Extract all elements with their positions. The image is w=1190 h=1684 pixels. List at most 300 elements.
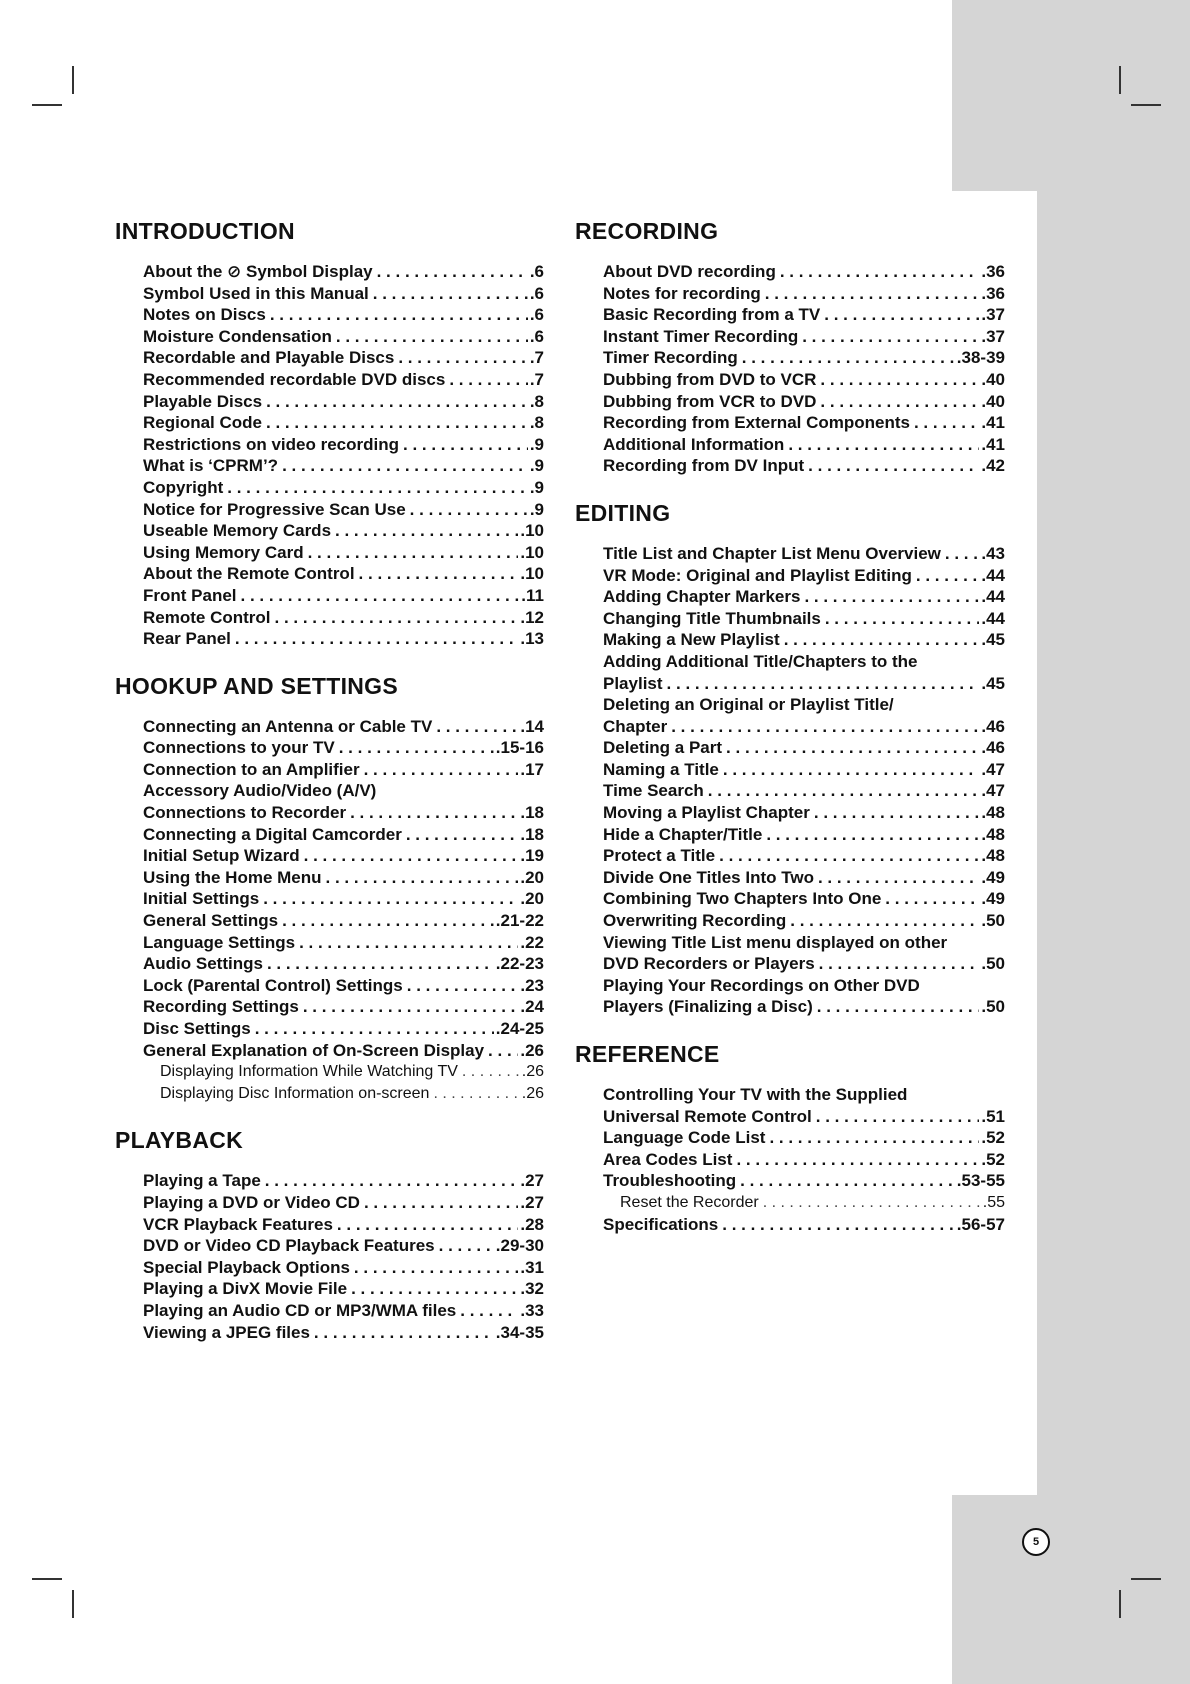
toc-entry xyxy=(143,499,544,521)
toc-entry-title: Playing Your Recordings on Other DVD xyxy=(603,975,920,995)
dot-leader xyxy=(812,1106,980,1128)
toc-entry xyxy=(143,391,544,413)
toc-entry-title: Recording from External Components xyxy=(603,413,910,433)
toc-entry-title: Playing a Tape xyxy=(143,1171,261,1191)
toc-entry xyxy=(143,261,544,283)
toc-entry-title: Hide a Chapter/Title xyxy=(603,824,763,844)
dot-leader xyxy=(814,867,979,889)
page-number: 5 xyxy=(1022,1528,1050,1556)
toc-entry-title: Connections to Recorder xyxy=(143,803,347,823)
toc-entry-title: Recommended recordable DVD discs xyxy=(143,369,446,389)
toc-subentry xyxy=(143,1083,544,1105)
toc-entry xyxy=(603,673,1005,695)
toc-entry-title: Moving a Playlist Chapter xyxy=(603,803,810,823)
toc-entry-title: About the Remote Control xyxy=(143,564,355,584)
toc-entry-page: .6 xyxy=(529,283,544,303)
toc-entry xyxy=(603,543,1005,565)
dot-leader xyxy=(223,477,528,499)
toc-entry-title: VR Mode: Original and Playlist Editing xyxy=(603,565,912,585)
toc-entry-title: Playing an Audio CD or MP3/WMA files xyxy=(143,1300,457,1320)
toc-entry xyxy=(143,975,544,997)
dot-leader xyxy=(663,673,980,695)
toc-entry-page: .56-57 xyxy=(956,1214,1005,1234)
dot-leader xyxy=(732,1149,979,1171)
crop-mark xyxy=(1119,1590,1121,1618)
toc-entry-title: Displaying Disc Information on-screen xyxy=(160,1084,430,1102)
dot-leader xyxy=(941,543,979,565)
crop-mark xyxy=(32,1578,62,1580)
toc-entry xyxy=(143,563,544,585)
toc-entry-page: .12 xyxy=(520,607,544,627)
dot-leader xyxy=(355,563,519,585)
toc-entry-title: Audio Settings xyxy=(143,954,263,974)
section-heading: INTRODUCTION xyxy=(115,218,295,244)
toc-entry-title: Disc Settings xyxy=(143,1019,251,1038)
toc-entry xyxy=(603,975,1005,997)
toc-entry-title: Regional Code xyxy=(143,413,263,433)
dot-leader xyxy=(810,802,979,824)
toc-entry-page: .52 xyxy=(981,1149,1005,1169)
toc-entry-title: Divide One Titles Into Two xyxy=(603,867,814,887)
dot-leader xyxy=(304,542,519,564)
crop-mark xyxy=(72,66,74,94)
dot-leader xyxy=(738,347,955,369)
toc-entry-title: What is ‘CPRM’? xyxy=(143,456,279,476)
toc-entry xyxy=(603,932,1005,954)
toc-entry-page: .34-35 xyxy=(495,1322,544,1342)
toc-entry xyxy=(603,434,1005,456)
toc-section-introduction xyxy=(115,217,544,650)
toc-entry xyxy=(603,326,1005,348)
toc-entry-page: .47 xyxy=(981,759,1005,779)
toc-entry-page: .48 xyxy=(981,824,1005,844)
toc-entry-title: Connecting a Digital Camcorder xyxy=(143,824,402,844)
toc-entry xyxy=(143,996,544,1018)
toc-entry-title: Connection to an Amplifier xyxy=(143,759,360,779)
toc-entry-page: .41 xyxy=(981,434,1005,454)
toc-entry-title: Players (Finalizing a Disc) xyxy=(603,997,813,1017)
toc-entry-page: .29-30 xyxy=(495,1236,544,1256)
dot-leader xyxy=(718,1214,955,1236)
dot-leader xyxy=(399,434,528,456)
toc-entry xyxy=(603,694,1005,716)
toc-entry-title: Using the Home Menu xyxy=(143,867,322,887)
section-heading: EDITING xyxy=(575,499,671,526)
dot-leader xyxy=(816,369,979,391)
toc-entry-page: .55 xyxy=(982,1193,1005,1211)
toc-entry xyxy=(603,304,1005,326)
toc-entry-title: Using Memory Card xyxy=(143,542,304,562)
toc-entry-page: .36 xyxy=(981,262,1005,281)
toc-entry-title: Overwriting Recording xyxy=(603,911,787,931)
toc-entry xyxy=(603,629,1005,651)
toc-entry-page: .9 xyxy=(529,477,544,497)
toc-entry xyxy=(603,867,1005,889)
dot-leader xyxy=(310,1322,494,1344)
dot-leader xyxy=(332,326,528,348)
toc-entry-page: .23 xyxy=(520,975,544,995)
toc-entry-page: .27 xyxy=(520,1192,544,1212)
toc-entry-page: .26 xyxy=(521,1084,544,1102)
toc-entry xyxy=(143,1278,544,1300)
dot-leader xyxy=(816,391,979,413)
toc-entry xyxy=(603,261,1005,283)
toc-entry-page: .44 xyxy=(981,608,1005,628)
toc-entry xyxy=(143,1040,544,1062)
toc-entry-title: Playable Discs xyxy=(143,391,263,411)
dot-leader xyxy=(786,910,979,932)
dot-leader xyxy=(347,1278,518,1300)
toc-entry-title: Recording Settings xyxy=(143,997,299,1017)
dot-leader xyxy=(335,737,494,759)
toc-entry-page: .36 xyxy=(981,283,1005,303)
toc-entry-page: .44 xyxy=(981,565,1005,585)
toc-section-recording xyxy=(575,217,1005,477)
toc-entry-title: Viewing a JPEG files xyxy=(143,1322,310,1342)
toc-entry xyxy=(603,412,1005,434)
toc-entry-title: Adding Additional Title/Chapters to the xyxy=(603,651,918,671)
toc-entry-page: .6 xyxy=(529,262,544,281)
dot-leader xyxy=(278,910,494,932)
toc-entry-title: Recordable and Playable Discs xyxy=(143,348,395,368)
toc-entry-title: Playing a DivX Movie File xyxy=(143,1279,348,1299)
toc-entry-page: .43 xyxy=(981,543,1005,563)
crop-mark xyxy=(72,1590,74,1618)
toc-entry xyxy=(143,759,544,781)
toc-entry xyxy=(143,1300,544,1322)
dot-leader xyxy=(765,1127,979,1149)
toc-entry-page: .11 xyxy=(521,585,544,605)
dot-leader xyxy=(369,283,528,305)
toc-entry-title: Connections to your TV xyxy=(143,738,335,758)
toc-entry-page: .10 xyxy=(520,542,544,562)
toc-subentry xyxy=(603,1192,1005,1214)
toc-entry xyxy=(143,953,544,975)
toc-entry-title: Language Code List xyxy=(603,1128,766,1148)
toc-entry-title: Copyright xyxy=(143,477,224,497)
toc-entry-page: .19 xyxy=(520,846,544,866)
toc-entry xyxy=(143,780,544,802)
dot-leader xyxy=(821,608,980,630)
toc-entry-list xyxy=(143,1170,544,1343)
toc-entry-title: Adding Chapter Markers xyxy=(603,587,801,607)
toc-entry xyxy=(143,434,544,456)
dot-leader xyxy=(736,1170,955,1192)
toc-entry-page: .40 xyxy=(981,391,1005,411)
toc-entry-page: .24 xyxy=(520,997,544,1017)
toc-entry-title: Deleting a Part xyxy=(603,738,723,758)
toc-entry xyxy=(143,304,544,326)
toc-entry-page: .9 xyxy=(529,456,544,476)
dot-leader xyxy=(394,347,527,369)
toc-entry-title: Playing a DVD or Video CD xyxy=(143,1192,360,1212)
dot-leader xyxy=(761,283,980,305)
section-heading: HOOKUP AND SETTINGS xyxy=(115,672,399,699)
dot-leader xyxy=(704,780,980,802)
dot-leader xyxy=(322,867,519,889)
toc-entry xyxy=(603,780,1005,802)
dot-leader xyxy=(776,261,980,283)
toc-entry xyxy=(143,628,544,650)
toc-entry-page: .9 xyxy=(529,499,544,519)
toc-subentry xyxy=(143,1061,544,1083)
toc-entry-title: Universal Remote Control xyxy=(603,1106,812,1126)
toc-entry-title: Notes for recording xyxy=(603,283,761,303)
toc-entry-page: .14 xyxy=(520,716,544,736)
dot-leader xyxy=(262,412,528,434)
toc-entry-list xyxy=(143,716,544,1105)
toc-entry-page: .22 xyxy=(520,932,544,952)
toc-entry-page: .18 xyxy=(520,824,544,844)
toc-entry-page: .28 xyxy=(520,1214,544,1234)
toc-entry-page: .15-16 xyxy=(495,738,544,758)
toc-entry-title: Connecting an Antenna or Cable TV xyxy=(143,716,433,736)
toc-entry-page: .27 xyxy=(520,1171,544,1191)
toc-entry-title: Naming a Title xyxy=(603,759,719,779)
toc-entry xyxy=(143,607,544,629)
dot-leader xyxy=(266,304,528,326)
dot-leader xyxy=(458,1061,520,1083)
toc-entry-page: .50 xyxy=(981,911,1005,931)
crop-mark xyxy=(1119,66,1121,94)
toc-entry xyxy=(143,737,544,759)
toc-entry-title: General Settings xyxy=(143,911,279,931)
toc-entry xyxy=(603,824,1005,846)
toc-entry-page: .46 xyxy=(981,738,1005,758)
toc-entry xyxy=(603,888,1005,910)
toc-entry-page: .20 xyxy=(520,889,544,909)
toc-entry xyxy=(603,1170,1005,1192)
toc-entry xyxy=(603,910,1005,932)
dot-leader xyxy=(722,737,979,759)
toc-entry-page: .20 xyxy=(520,867,544,887)
dot-leader xyxy=(278,455,528,477)
toc-entry xyxy=(603,802,1005,824)
dot-leader xyxy=(271,607,519,629)
toc-entry-title: Dubbing from DVD to VCR xyxy=(603,369,817,389)
dot-leader xyxy=(813,996,980,1018)
toc-entry xyxy=(603,608,1005,630)
toc-entry xyxy=(603,283,1005,305)
toc-entry-title: Combining Two Chapters Into One xyxy=(603,889,882,909)
toc-entry-title: Additional Information xyxy=(603,434,785,454)
toc-entry-title: Rear Panel xyxy=(143,629,231,649)
toc-entry-title: Dubbing from VCR to DVD xyxy=(603,391,817,411)
toc-entry xyxy=(143,1257,544,1279)
toc-entry xyxy=(143,1018,544,1040)
dot-leader xyxy=(804,455,979,477)
dot-leader xyxy=(815,953,980,975)
toc-entry-title: Reset the Recorder xyxy=(620,1193,759,1211)
toc-entry-page: .21-22 xyxy=(495,911,544,931)
dot-leader xyxy=(259,888,518,910)
toc-entry-page: .49 xyxy=(981,889,1005,909)
toc-entry xyxy=(143,455,544,477)
toc-entry-page: .45 xyxy=(981,630,1005,650)
toc-entry xyxy=(143,845,544,867)
dot-leader xyxy=(910,412,979,434)
toc-right-column xyxy=(575,217,1005,1257)
dot-leader xyxy=(360,1192,518,1214)
toc-entry-title: Lock (Parental Control) Settings xyxy=(143,975,403,995)
toc-entry-title: Basic Recording from a TV xyxy=(603,305,821,325)
toc-entry-title: Timer Recording xyxy=(603,348,738,368)
dot-leader xyxy=(295,932,518,954)
toc-entry-page: .26 xyxy=(520,1040,544,1060)
dot-leader xyxy=(373,261,528,283)
toc-entry-page: .49 xyxy=(981,867,1005,887)
toc-entry xyxy=(143,1192,544,1214)
dot-leader xyxy=(350,1257,518,1279)
toc-entry xyxy=(143,716,544,738)
toc-entry xyxy=(603,586,1005,608)
toc-entry xyxy=(603,1149,1005,1171)
toc-entry-title: Language Settings xyxy=(143,932,296,952)
toc-entry xyxy=(603,1127,1005,1149)
toc-entry-title: Title List and Chapter List Menu Overview xyxy=(603,543,941,563)
dot-leader xyxy=(263,953,494,975)
dot-leader xyxy=(715,845,979,867)
dot-leader xyxy=(445,369,527,391)
toc-entry xyxy=(603,716,1005,738)
toc-entry-page: .7 xyxy=(529,369,544,389)
dot-leader xyxy=(231,628,518,650)
toc-entry-title: Protect a Title xyxy=(603,846,716,866)
toc-entry-page: .6 xyxy=(529,326,544,346)
toc-entry xyxy=(603,1106,1005,1128)
dot-leader xyxy=(251,1018,494,1040)
toc-entry-page: .47 xyxy=(981,781,1005,801)
toc-entry-title: Initial Setup Wizard xyxy=(143,846,300,866)
toc-entry xyxy=(603,1214,1005,1236)
toc-entry xyxy=(603,369,1005,391)
toc-entry-page: .37 xyxy=(981,326,1005,346)
crop-mark xyxy=(32,104,62,106)
toc-entry-page: .26 xyxy=(521,1063,544,1081)
toc-entry-title: Displaying Information While Watching TV xyxy=(160,1063,458,1081)
toc-entry xyxy=(143,1170,544,1192)
toc-entry-page: .37 xyxy=(981,305,1005,325)
toc-entry xyxy=(603,565,1005,587)
dot-leader xyxy=(759,1192,981,1214)
dot-leader xyxy=(881,888,979,910)
toc-entry-page: .52 xyxy=(981,1128,1005,1148)
toc-section-reference xyxy=(575,1040,1005,1235)
toc-entry xyxy=(603,996,1005,1018)
toc-entry-page: .7 xyxy=(529,348,544,368)
toc-entry-title: VCR Playback Features xyxy=(143,1214,333,1234)
toc-entry-title: Restrictions on video recording xyxy=(143,434,399,454)
toc-entry-page: .10 xyxy=(520,521,544,541)
dot-leader xyxy=(299,996,519,1018)
toc-entry-title: Accessory Audio/Video (A/V) xyxy=(143,781,377,801)
toc-entry-page: .41 xyxy=(981,413,1005,433)
toc-entry-title: Notes on Discs xyxy=(143,305,266,325)
toc-entry-title: Area Codes List xyxy=(603,1149,733,1169)
toc-entry-page: .50 xyxy=(981,997,1005,1017)
section-heading: RECORDING xyxy=(575,218,719,244)
toc-entry-title: DVD or Video CD Playback Features xyxy=(143,1236,435,1256)
toc-entry xyxy=(143,802,544,824)
toc-entry xyxy=(603,651,1005,673)
dot-leader xyxy=(762,824,979,846)
toc-entry-page: .32 xyxy=(520,1279,544,1299)
dot-leader xyxy=(237,585,520,607)
toc-entry-title: Controlling Your TV with the Supplied xyxy=(603,1085,908,1104)
toc-entry-page: .24-25 xyxy=(495,1019,544,1038)
toc-entry-title: DVD Recorders or Players xyxy=(603,954,815,974)
toc-entry-page: .42 xyxy=(981,456,1005,476)
toc-entry-page: .53-55 xyxy=(956,1171,1005,1191)
toc-entry-title: Moisture Condensation xyxy=(143,326,332,346)
dot-leader xyxy=(346,802,518,824)
toc-entry-title: Time Search xyxy=(603,781,704,801)
toc-entry xyxy=(143,326,544,348)
toc-entry xyxy=(143,412,544,434)
toc-entry xyxy=(143,477,544,499)
toc-entry xyxy=(143,1235,544,1257)
toc-entry-page: .48 xyxy=(981,803,1005,823)
dot-leader xyxy=(784,434,979,456)
crop-mark xyxy=(1131,1578,1161,1580)
toc-entry-page: .46 xyxy=(981,716,1005,736)
toc-entry-list xyxy=(143,261,544,650)
toc-entry-title: General Explanation of On-Screen Display xyxy=(143,1040,485,1060)
dot-leader xyxy=(820,304,979,326)
toc-entry-title: Front Panel xyxy=(143,585,237,605)
dot-leader xyxy=(333,1214,518,1236)
dot-leader xyxy=(798,326,979,348)
toc-entry-list xyxy=(603,261,1005,477)
toc-entry xyxy=(143,1322,544,1344)
toc-entry-page: .33 xyxy=(520,1300,544,1320)
toc-entry-page: .8 xyxy=(529,413,544,433)
toc-entry xyxy=(603,455,1005,477)
toc-entry xyxy=(603,391,1005,413)
toc-entry-page: .50 xyxy=(981,954,1005,974)
toc-entry xyxy=(603,737,1005,759)
dot-leader xyxy=(484,1040,518,1062)
toc-entry xyxy=(143,585,544,607)
toc-entry xyxy=(143,932,544,954)
dot-leader xyxy=(262,391,528,413)
toc-entry-title: Useable Memory Cards xyxy=(143,521,332,541)
dot-leader xyxy=(719,759,979,781)
toc-entry-title: About the ⊘ Symbol Display xyxy=(143,262,373,281)
dot-leader xyxy=(300,845,519,867)
toc-entry-page: .6 xyxy=(529,305,544,325)
dot-leader xyxy=(667,716,979,738)
toc-entry xyxy=(143,888,544,910)
toc-entry-page: .45 xyxy=(981,673,1005,693)
toc-entry-title: Initial Settings xyxy=(143,889,260,909)
section-heading: REFERENCE xyxy=(575,1041,720,1067)
toc-entry-title: Chapter xyxy=(603,716,668,736)
toc-entry-page: .17 xyxy=(520,759,544,779)
dot-leader xyxy=(780,629,980,651)
toc-entry-title: Symbol Used in this Manual xyxy=(143,283,369,303)
toc-entry-page: .8 xyxy=(529,391,544,411)
dot-leader xyxy=(912,565,979,587)
section-heading: PLAYBACK xyxy=(115,1127,244,1154)
dot-leader xyxy=(402,824,519,846)
toc-entry xyxy=(143,542,544,564)
toc-entry-page: .10 xyxy=(520,564,544,584)
toc-entry-title: Playlist xyxy=(603,673,663,693)
toc-entry-page: .48 xyxy=(981,846,1005,866)
toc-entry-page: .9 xyxy=(529,434,544,454)
toc-section-playback xyxy=(115,1126,544,1343)
